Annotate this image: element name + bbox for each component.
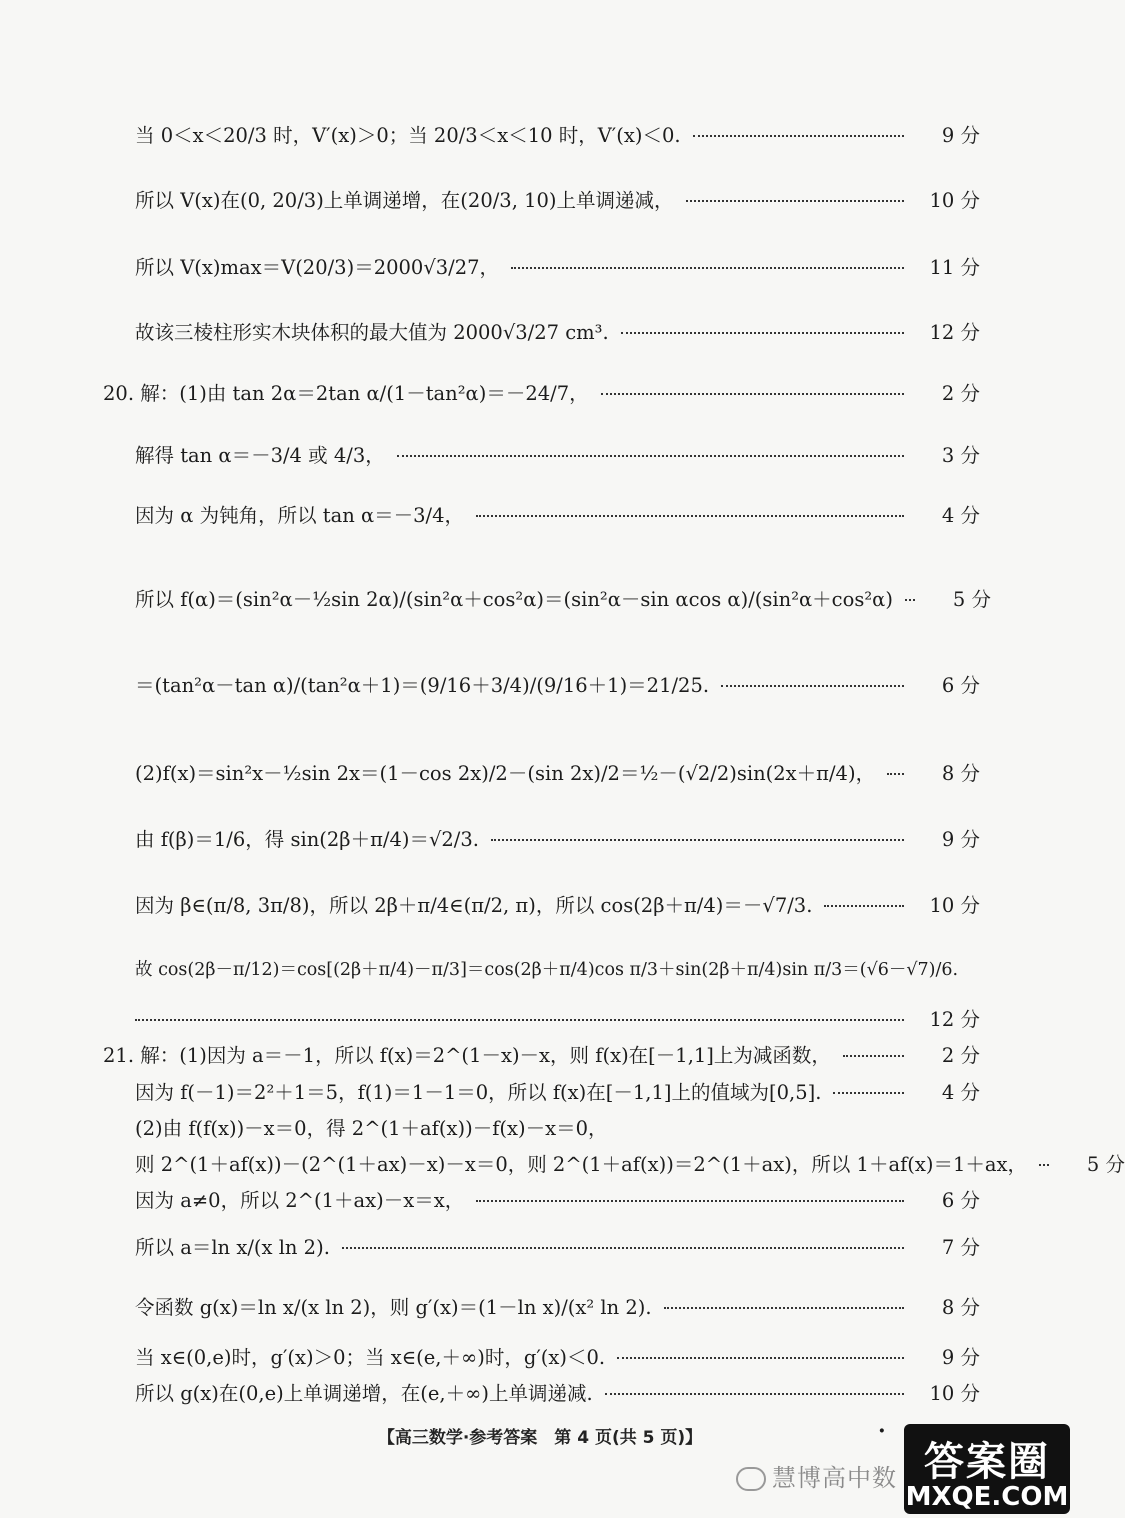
leader-dots (135, 1019, 904, 1021)
answer-line (135, 670, 980, 698)
line-text: 当 x∈(0,e)时，g′(x)＞0；当 x∈(e,＋∞)时，g′(x)＜0. (135, 1346, 606, 1369)
leader-dots (887, 773, 904, 775)
line-score: 6 分 (941, 674, 980, 697)
wechat-icon (736, 1467, 766, 1491)
answer-line (135, 1292, 980, 1320)
line-text: (2)f(x)＝sin²x－½sin 2x＝(1－cos 2x)/2－(sin 2x)/2＝½－(√2/2)sin(2x＋π/4)， (135, 762, 876, 785)
leader-dots (664, 1307, 904, 1309)
leader-dots (491, 839, 904, 841)
leader-dots (905, 599, 915, 601)
line-text: 因为 β∈(π/8, 3π/8)，所以 2β＋π/4∈(π/2, π)，所以 cos(2β＋π/4)＝－√7/3. (135, 894, 813, 917)
answer-line (135, 890, 980, 918)
answer-line (135, 185, 980, 213)
line-score: 9 分 (941, 1346, 980, 1369)
answer-line (135, 500, 980, 528)
answer-line (135, 824, 980, 852)
line-text: 所以 g(x)在(0,e)上单调递增，在(e,＋∞)上单调递减. (135, 1382, 593, 1405)
answer-line (135, 956, 980, 981)
line-score: 12 分 (929, 1008, 980, 1031)
answer-line (135, 1113, 980, 1141)
line-text: 20. 解：(1)由 tan 2α＝2tan α/(1－tan²α)＝－24/7， (103, 382, 589, 405)
line-score: 3 分 (941, 444, 980, 467)
answer-line (135, 120, 980, 148)
leader-dots (686, 200, 904, 202)
line-text: 解得 tan α＝－3/4 或 4/3， (135, 444, 385, 467)
page-footer: 【高三数学·参考答案 第 4 页(共 5 页)】 (377, 1428, 703, 1448)
leader-dots (601, 393, 904, 395)
line-score: 9 分 (941, 124, 980, 147)
logo-domain: MXQE.COM (905, 1482, 1069, 1512)
answer-line (135, 317, 980, 345)
answer-line (135, 1004, 980, 1032)
line-score: 4 分 (941, 504, 980, 527)
line-text: 故该三棱柱形实木块体积的最大值为 2000√3/27 cm³. (135, 321, 609, 344)
leader-dots (476, 515, 904, 517)
line-text: 21. 解：(1)因为 a＝－1，所以 f(x)＝2^(1－x)－x，则 f(x)在[－1,1]上为减函数， (103, 1044, 831, 1067)
line-score: 10 分 (929, 1382, 980, 1405)
answer-line (135, 584, 991, 612)
answer-line (135, 1077, 980, 1105)
line-score: 10 分 (929, 894, 980, 917)
leader-dots (397, 455, 904, 457)
leader-dots (605, 1393, 904, 1395)
answer-line (135, 440, 980, 468)
leader-dots (693, 135, 904, 137)
line-text: ＝(tan²α－tan α)/(tan²α＋1)＝(9/16＋3/4)/(9/16＋1)＝21/25. (135, 674, 710, 697)
logo-title: 答案圈 (924, 1439, 1050, 1485)
leader-dots (511, 267, 904, 269)
line-text: 由 f(β)＝1/6，得 sin(2β＋π/4)＝√2/3. (135, 828, 479, 851)
answer-line (135, 1378, 980, 1406)
line-text: 令函数 g(x)＝ln x/(x ln 2)，则 g′(x)＝(1－ln x)/(x² ln 2). (135, 1296, 652, 1319)
leader-dots (1039, 1164, 1049, 1166)
line-score: 2 分 (941, 1044, 980, 1067)
line-score: 9 分 (941, 828, 980, 851)
line-score: 5 分 (1086, 1153, 1125, 1176)
line-text: 所以 V(x)在(0, 20/3)上单调递增，在(20/3, 10)上单调递减， (135, 189, 674, 212)
line-score: 8 分 (941, 762, 980, 785)
watermark-text: 慧博高中数 (772, 1464, 897, 1492)
answer-line (103, 378, 980, 406)
leader-dots (833, 1092, 904, 1094)
answer-line (135, 1232, 980, 1260)
leader-dots (617, 1357, 904, 1359)
line-score: 11 分 (929, 256, 980, 279)
leader-dots (476, 1200, 904, 1202)
line-score: 2 分 (941, 382, 980, 405)
line-score: 5 分 (952, 588, 991, 611)
line-text: 故 cos(2β－π/12)＝cos[(2β＋π/4)－π/3]＝cos(2β＋π/4)cos π/3＋sin(2β＋π/4)sin π/3＝(√6－√7)/6. (135, 960, 959, 980)
leader-dots (843, 1055, 904, 1057)
line-score: 12 分 (929, 321, 980, 344)
line-text: 当 0＜x＜20/3 时，V′(x)＞0；当 20/3＜x＜10 时，V′(x)＜0. (135, 124, 681, 147)
line-text: 因为 a≠0，所以 2^(1＋ax)－x＝x， (135, 1189, 465, 1212)
answer-line (135, 252, 980, 280)
line-score: 4 分 (941, 1081, 980, 1104)
line-score: 7 分 (941, 1236, 980, 1259)
line-text: 所以 a＝ln x/(x ln 2). (135, 1236, 330, 1259)
answer-line (135, 1185, 980, 1213)
footer-dot: · (878, 1418, 886, 1444)
answer-line (103, 1040, 980, 1068)
line-text: (2)由 f(f(x))－x＝0，得 2^(1＋af(x))－f(x)－x＝0， (135, 1117, 608, 1140)
line-text: 因为 α 为钝角，所以 tan α＝－3/4， (135, 504, 465, 527)
answer-line (135, 758, 980, 786)
site-logo (904, 1424, 1070, 1514)
leader-dots (621, 332, 904, 334)
line-score: 6 分 (941, 1189, 980, 1212)
answer-line (135, 1149, 1125, 1177)
line-score: 10 分 (929, 189, 980, 212)
line-score: 8 分 (941, 1296, 980, 1319)
answer-line (135, 1342, 980, 1370)
leader-dots (342, 1247, 904, 1249)
line-text: 所以 V(x)max＝V(20/3)＝2000√3/27， (135, 256, 500, 279)
wechat-watermark (736, 1458, 897, 1493)
line-text: 因为 f(－1)＝2²＋1＝5，f(1)＝1－1＝0，所以 f(x)在[－1,1]上的值域为[0,5]. (135, 1081, 822, 1104)
leader-dots (824, 905, 904, 907)
line-text: 则 2^(1＋af(x))－(2^(1＋ax)－x)－x＝0，则 2^(1＋af(x))＝2^(1＋ax)，所以 1＋af(x)＝1＋ax， (135, 1153, 1028, 1176)
line-text: 所以 f(α)＝(sin²α－½sin 2α)/(sin²α＋cos²α)＝(sin²α－sin αcos α)/(sin²α＋cos²α) (135, 588, 893, 611)
leader-dots (721, 685, 904, 687)
